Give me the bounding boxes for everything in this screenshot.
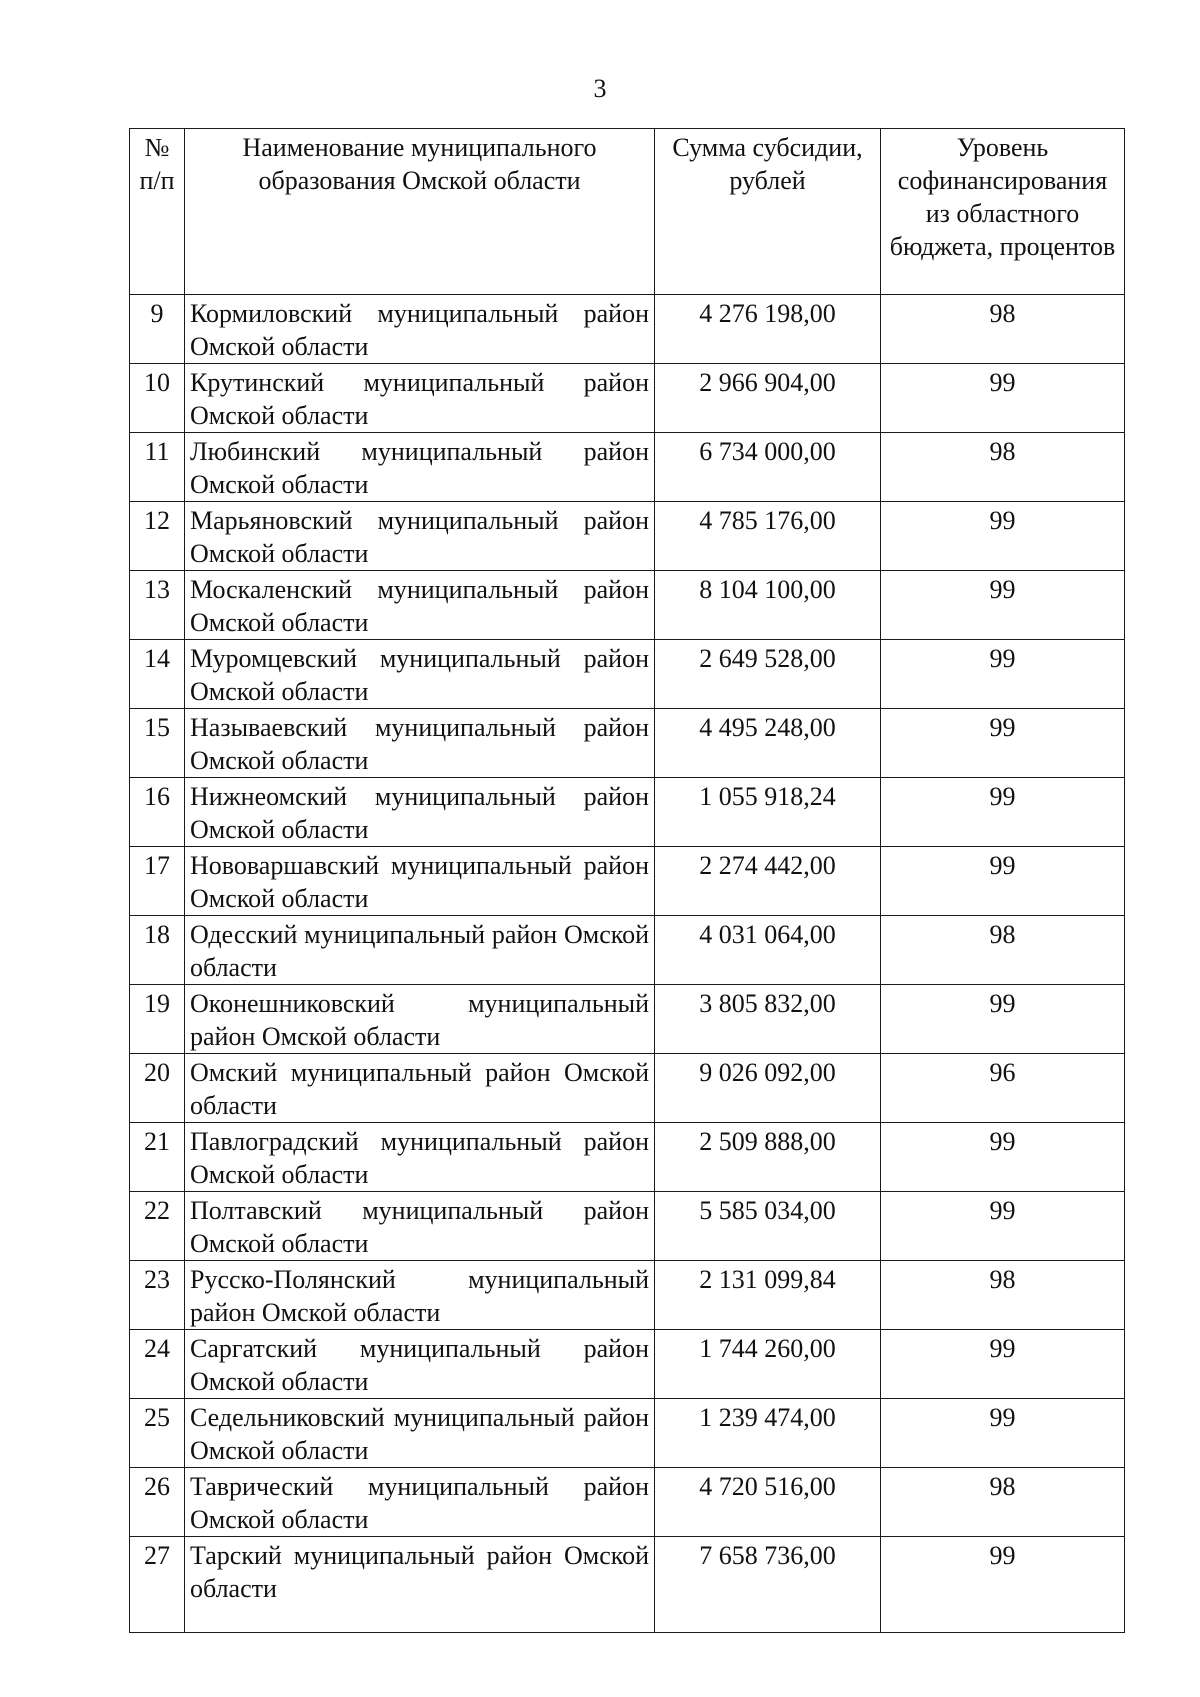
table-row <box>130 916 1125 985</box>
row-name: Муромцевский муниципальный район Омской области <box>185 640 655 709</box>
row-num: 19 <box>130 985 185 1054</box>
page-number: 3 <box>593 74 607 103</box>
row-num: 25 <box>130 1399 185 1468</box>
row-num: 15 <box>130 709 185 778</box>
row-level: 98 <box>881 433 1125 502</box>
row-level: 99 <box>881 640 1125 709</box>
row-sum: 4 495 248,00 <box>655 709 881 778</box>
row-name: Марьяновский муниципальный район Омской области <box>185 502 655 571</box>
table-row <box>130 985 1125 1054</box>
row-sum: 4 785 176,00 <box>655 502 881 571</box>
row-num: 18 <box>130 916 185 985</box>
row-num: 20 <box>130 1054 185 1123</box>
table-header-row <box>130 129 1125 295</box>
table-row <box>130 295 1125 364</box>
row-sum: 1 055 918,24 <box>655 778 881 847</box>
row-level: 96 <box>881 1054 1125 1123</box>
row-name: Нижнеомский муниципальный район Омской области <box>185 778 655 847</box>
table-row <box>130 709 1125 778</box>
row-num: 11 <box>130 433 185 502</box>
table-row <box>130 640 1125 709</box>
row-level: 99 <box>881 847 1125 916</box>
row-sum: 8 104 100,00 <box>655 571 881 640</box>
row-name: Саргатский муниципальный район Омской области <box>185 1330 655 1399</box>
row-name: Крутинский муниципальный район Омской области <box>185 364 655 433</box>
row-level: 99 <box>881 778 1125 847</box>
row-name: Называевский муниципальный район Омской области <box>185 709 655 778</box>
row-num: 9 <box>130 295 185 364</box>
row-sum: 1 744 260,00 <box>655 1330 881 1399</box>
row-level: 98 <box>881 295 1125 364</box>
row-sum: 2 131 099,84 <box>655 1261 881 1330</box>
row-level: 99 <box>881 985 1125 1054</box>
row-name: Омский муниципальный район Омской области <box>185 1054 655 1123</box>
row-name: Павлоградский муниципальный район Омской области <box>185 1123 655 1192</box>
row-sum: 3 805 832,00 <box>655 985 881 1054</box>
row-name: Любинский муниципальный район Омской области <box>185 433 655 502</box>
row-name: Тарский муниципальный район Омской области <box>185 1537 655 1633</box>
row-level: 99 <box>881 364 1125 433</box>
row-num: 12 <box>130 502 185 571</box>
row-num: 16 <box>130 778 185 847</box>
row-num: 10 <box>130 364 185 433</box>
row-name: Москаленский муниципальный район Омской области <box>185 571 655 640</box>
row-sum: 5 585 034,00 <box>655 1192 881 1261</box>
row-level: 99 <box>881 1330 1125 1399</box>
header-num: № п/п <box>130 129 185 295</box>
row-level: 99 <box>881 1399 1125 1468</box>
table-row <box>130 1261 1125 1330</box>
row-level: 98 <box>881 916 1125 985</box>
header-municipality-name: Наименование муниципального образования Омской области <box>185 129 655 295</box>
row-level: 99 <box>881 1192 1125 1261</box>
row-name: Одесский муниципальный район Омской области <box>185 916 655 985</box>
row-level: 99 <box>881 709 1125 778</box>
table-row <box>130 433 1125 502</box>
table-row <box>130 1330 1125 1399</box>
row-name: Оконешниковский муниципальный район Омской области <box>185 985 655 1054</box>
table-row <box>130 571 1125 640</box>
row-sum: 9 026 092,00 <box>655 1054 881 1123</box>
row-num: 21 <box>130 1123 185 1192</box>
row-sum: 1 239 474,00 <box>655 1399 881 1468</box>
header-cofinancing-level: Уровень софинансирования из областного бюджета, процентов <box>881 129 1125 295</box>
table-row <box>130 1192 1125 1261</box>
row-sum: 2 274 442,00 <box>655 847 881 916</box>
row-name: Нововаршавский муниципальный район Омской области <box>185 847 655 916</box>
row-num: 26 <box>130 1468 185 1537</box>
row-name: Кормиловский муниципальный район Омской области <box>185 295 655 364</box>
table-row <box>130 1054 1125 1123</box>
table-row <box>130 847 1125 916</box>
row-name: Полтавский муниципальный район Омской области <box>185 1192 655 1261</box>
header-subsidy-sum: Сумма субсидии, рублей <box>655 129 881 295</box>
row-num: 22 <box>130 1192 185 1261</box>
row-level: 99 <box>881 1537 1125 1633</box>
row-name: Таврический муниципальный район Омской области <box>185 1468 655 1537</box>
table-row <box>130 1123 1125 1192</box>
row-num: 14 <box>130 640 185 709</box>
row-sum: 4 031 064,00 <box>655 916 881 985</box>
row-num: 24 <box>130 1330 185 1399</box>
row-sum: 4 276 198,00 <box>655 295 881 364</box>
row-level: 99 <box>881 1123 1125 1192</box>
table-row <box>130 364 1125 433</box>
table-row <box>130 1468 1125 1537</box>
table-row <box>130 778 1125 847</box>
row-sum: 2 509 888,00 <box>655 1123 881 1192</box>
row-name: Русско-Полянский муниципальный район Омской области <box>185 1261 655 1330</box>
table-row <box>130 1537 1125 1633</box>
row-level: 99 <box>881 502 1125 571</box>
row-name: Седельниковский муниципальный район Омской области <box>185 1399 655 1468</box>
row-num: 27 <box>130 1537 185 1633</box>
row-level: 98 <box>881 1468 1125 1537</box>
subsidy-table <box>129 128 1125 1633</box>
row-level: 99 <box>881 571 1125 640</box>
row-sum: 6 734 000,00 <box>655 433 881 502</box>
table-row <box>130 502 1125 571</box>
table-row <box>130 1399 1125 1468</box>
row-sum: 4 720 516,00 <box>655 1468 881 1537</box>
row-num: 23 <box>130 1261 185 1330</box>
row-sum: 2 649 528,00 <box>655 640 881 709</box>
row-num: 17 <box>130 847 185 916</box>
row-sum: 7 658 736,00 <box>655 1537 881 1633</box>
row-level: 98 <box>881 1261 1125 1330</box>
row-num: 13 <box>130 571 185 640</box>
row-sum: 2 966 904,00 <box>655 364 881 433</box>
